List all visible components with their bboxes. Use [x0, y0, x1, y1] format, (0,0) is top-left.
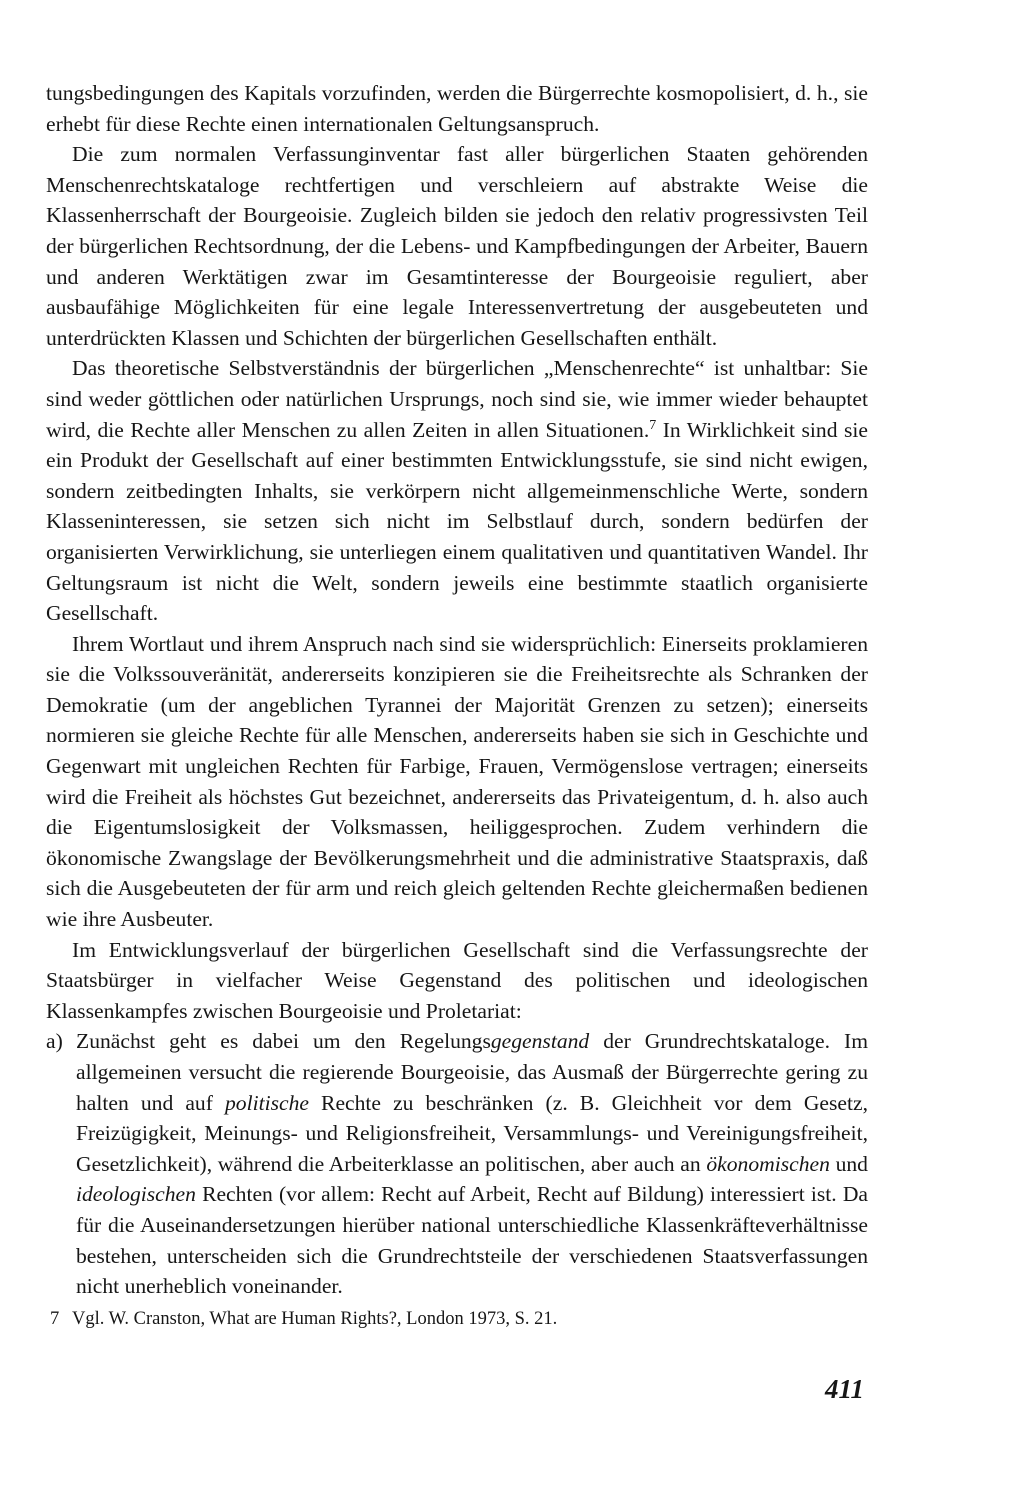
paragraph-3-text-a: Das theoretische Selbstverständnis der bürgerlichen „Menschenrechte“ ist unhaltbar: Sie sind weder göttlichen oder natürlichen Ursprungs, noch sind sie, wie immer wieder behauptet wird, die Rechte aller Menschen zu allen Zeiten in allen Situationen. [46, 356, 868, 442]
list-emphasis-politische: politische [224, 1090, 309, 1115]
list-text-2: der Grundrechtskataloge. Im allgemeinen versucht die regierende Bourgeoisie, das Ausmaß der Bürgerrechte gering zu halten und auf [76, 1029, 868, 1115]
list-marker: a) [46, 1029, 63, 1054]
list-text-4: und [829, 1151, 868, 1176]
paragraph-5: Im Entwicklungsverlauf der bürgerlichen Gesellschaft sind die Verfassungsrechte der Staatsbürger in vielfacher Weise Gegenstand des politischen und ideologischen Klassenkampfes zwischen Bourgeoisie und Proletariat: [46, 937, 868, 1023]
main-text [46, 78, 868, 1302]
footnote-number: 7 [50, 1309, 60, 1329]
paragraph-3 [46, 353, 868, 628]
list-text-5: Rechten (vor allem: Recht auf Arbeit, Recht auf Bildung) interessiert ist. Da für die Auseinandersetzungen hierüber national unterschiedliche Klassenkräfteverhältnisse bestehen, unterscheiden sich die Grundrechtsteile der verschiedenen Staatsverfassungen nicht unerheblich voneinander. [76, 1182, 868, 1299]
paragraph-3-text-b: In Wirklichkeit sind sie ein Produkt der Gesellschaft auf einer bestimmten Entwicklungsstufe, sie sind nicht ewigen, sondern zeitbedingten Inhalts, sie verkörpern nicht allgemeinmenschliche Werte, sondern Klasseninteressen, sie setzen sich nicht im Selbstlauf durch, sondern bedürfen der organisierten Verwirklichung, sie unterliegen einem qualitativen und quantitativen Wandel. Ihr Geltungsraum ist nicht die Welt, sondern jeweils eine bestimmte staatlich organisierte Gesellschaft. [46, 417, 868, 626]
list-item-a [46, 1026, 868, 1301]
list-emphasis-ideologischen: ideologischen [76, 1182, 196, 1207]
list-emphasis-gegenstand: gegenstand [490, 1029, 590, 1054]
list-emphasis-oekonomischen: ökonomischen [706, 1151, 830, 1176]
paragraph-1: tungsbedingungen des Kapitals vorzufinden, werden die Bürgerrechte kosmopolisiert, d. h., sie erhebt für diese Rechte einen internationalen Geltungsanspruch. [46, 81, 868, 136]
paragraph-4: Ihrem Wortlaut und ihrem Anspruch nach sind sie widersprüchlich: Einerseits proklamieren sie die Volkssouveränität, andererseits konzipieren sie die Freiheitsrechte als Schranken der Demokratie (um der angeblichen Tyrannei der Majorität Grenzen zu setzen); einerseits normieren sie gleiche Rechte für alle Menschen, andererseits haben sie sich in Geschichte und Gegenwart mit ungleichen Rechten für Farbige, Frauen, Vermögenslose vertragen; einerseits wird die Freiheit als höchstes Gut bezeichnet, andererseits das Privateigentum, d. h. also auch die Eigentumslosigkeit der Volksmassen, heiliggesprochen. Zudem verhindern die ökonomische Zwangslage der Bevölkerungsmehrheit und die administrative Staatspraxis, daß sich die Ausgebeuteten der für arm und reich gleich geltenden Rechte gleichermaßen bedienen wie ihre Ausbeuter. [46, 631, 868, 932]
paragraph-2: Die zum normalen Verfassunginventar fast aller bürgerlichen Staaten gehörenden Menschenrechtskataloge rechtfertigen und verschleiern auf abstrakte Weise die Klassenherrschaft der Bourgeoisie. Zugleich bilden sie jedoch den relativ progressivsten Teil der bürgerlichen Rechtsordnung, der die Lebens- und Kampfbedingungen der Arbeiter, Bauern und anderen Werktätigen zwar im Gesamtinteresse der Bourgeoisie reguliert, aber ausbaufähige Möglichkeiten für eine legale Interessenvertretung der ausgebeuteten und unterdrückten Klassen und Schichten der bürgerlichen Gesellschaften enthält. [46, 142, 868, 350]
footnote-reference: 7 [649, 417, 657, 433]
footnote-text: Vgl. W. Cranston, What are Human Rights?, London 1973, S. 21. [72, 1309, 558, 1329]
page-number: 411 [824, 1374, 864, 1404]
list-text-3: Rechte zu beschränken (z. B. Gleichheit vor dem Gesetz, Freizügigkeit, Meinungs- und Religionsfreiheit, Versammlungs- und Vereinigungsfreiheit, Gesetzlichkeit), während die Arbeiterklasse an politischen, aber auch an [76, 1090, 868, 1176]
list-text-1: Zunächst geht es dabei um den Regelungs [76, 1029, 491, 1054]
footnote [50, 1306, 850, 1332]
